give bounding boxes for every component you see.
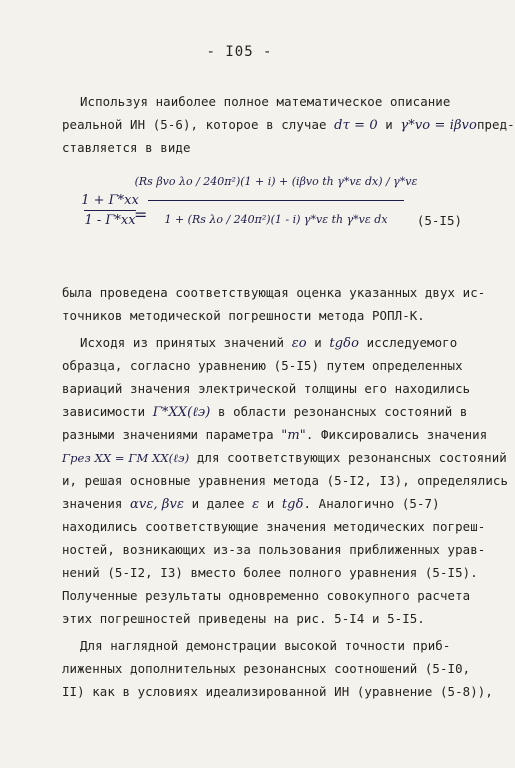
condition-d-tau: dτ = 0	[334, 118, 378, 133]
paragraph2-line-4-text-a: зависимости	[62, 404, 146, 419]
symbol-epsilon-0: εo	[291, 336, 307, 351]
paragraph2-line-8-text-a: значения	[62, 496, 123, 511]
paragraph2-line-7: и, решая основные уравнения метода (5-I2, I3), определялись	[62, 473, 509, 488]
symbol-epsilon: ε	[252, 497, 260, 512]
paragraph2-line-8-text-c: . Аналогично (5-7)	[303, 496, 440, 511]
formula-rhs	[134, 175, 418, 226]
paragraph2-line-6-text-b: для соответствующих резонансных состояний	[196, 450, 507, 465]
symbol-gamma-res: Γрез XX = ΓM XX(ℓэ)	[62, 451, 190, 465]
intro-line-2	[62, 117, 515, 133]
parameter-m: "m"	[281, 428, 306, 443]
formula-lhs	[81, 193, 139, 228]
paragraph2-line-6	[62, 450, 507, 465]
paragraph2-line-10: ностей, возникающих из-за пользования приближенных урав-	[62, 542, 486, 557]
paragraph2-line-1-text-b: исследуемого	[366, 335, 458, 350]
formula-lhs-numerator: 1 + Γ*xx	[81, 193, 139, 208]
intro-line-2-text-b: пред-	[476, 117, 515, 132]
paragraph2-line-9: находились соответствующие значения методических погреш-	[62, 519, 486, 534]
paragraph2-line-13: этих погрешностей приведены на рис. 5-I4 и 5-I5.	[62, 611, 425, 626]
page-number: - I05 -	[206, 44, 273, 60]
paragraph2-line-8	[62, 496, 440, 512]
paragraph1-line-1: была проведена соответствующая оценка указанных двух ис-	[62, 285, 486, 300]
paragraph3-line-3: II) как в условиях идеализированной ИН (уравнение (5-8)),	[62, 684, 493, 699]
paragraph1-line-2: точников методической погрешности метода РОПЛ-К.	[62, 308, 425, 323]
paragraph2-line-5	[62, 427, 487, 443]
formula-equals: =	[134, 205, 148, 224]
intro-line-1: Используя наиболее полное математическое описание	[80, 94, 451, 109]
paragraph2-line-1-text-a: Исходя из принятых значений	[80, 335, 285, 350]
symbol-gamma-xx-l: Γ*XX(ℓэ)	[152, 405, 211, 420]
paragraph2-line-1	[80, 335, 457, 351]
paragraph2-line-1-and: и	[314, 335, 322, 350]
paragraph2-line-2: образца, согласно уравнению (5-I5) путем определенных	[62, 358, 463, 373]
paragraph3-line-2: лиженных дополнительных резонансных соотношений (5-I0,	[62, 661, 471, 676]
equation-number: (5-I5)	[416, 213, 462, 228]
formula-lhs-denominator: 1 - Γ*xx	[84, 213, 136, 228]
intro-line-2-text-a: реальной ИН (5-6), которое в случае	[62, 117, 327, 132]
condition-gamma-vo: γ*vo = iβvo	[400, 118, 477, 133]
formula-5-15	[62, 165, 462, 275]
formula-rhs-numerator: (Rs βvo λo / 240π²)(1 + i) + (iβvo th γ*vε dx) / γ*vε	[134, 175, 418, 188]
symbol-alpha-beta-ve: αvε, βvε	[130, 497, 185, 512]
intro-line-2-and: и	[385, 117, 393, 132]
paragraph2-line-5-text-a: разными значениями параметра	[62, 427, 274, 442]
paragraph2-line-12: Полученные результаты одновременно совокупного расчета	[62, 588, 471, 603]
paragraph2-line-11: нений (5-I2, I3) вместо более полного уравнения (5-I5).	[62, 565, 478, 580]
paragraph2-line-4	[62, 404, 467, 420]
formula-rhs-denominator: 1 + (Rs λo / 240π²)(1 - i) γ*vε th γ*vε dx	[164, 213, 388, 226]
paragraph2-line-5-text-b: . Фиксировались значения	[305, 427, 488, 442]
paragraph2-line-8-and: и	[266, 496, 275, 511]
symbol-tg-delta: tgδ	[281, 497, 304, 512]
paragraph2-line-3: вариаций значения электрической толщины его находились	[62, 381, 471, 396]
paragraph3-line-1: Для наглядной демонстрации высокой точности приб-	[80, 638, 451, 653]
symbol-tg-delta-0: tgδo	[329, 336, 359, 351]
paragraph2-line-4-text-b: в области резонансных состояний в	[217, 404, 468, 419]
intro-line-3: ставляется в виде	[62, 140, 191, 155]
paragraph2-line-8-text-b: и далее	[191, 496, 245, 511]
